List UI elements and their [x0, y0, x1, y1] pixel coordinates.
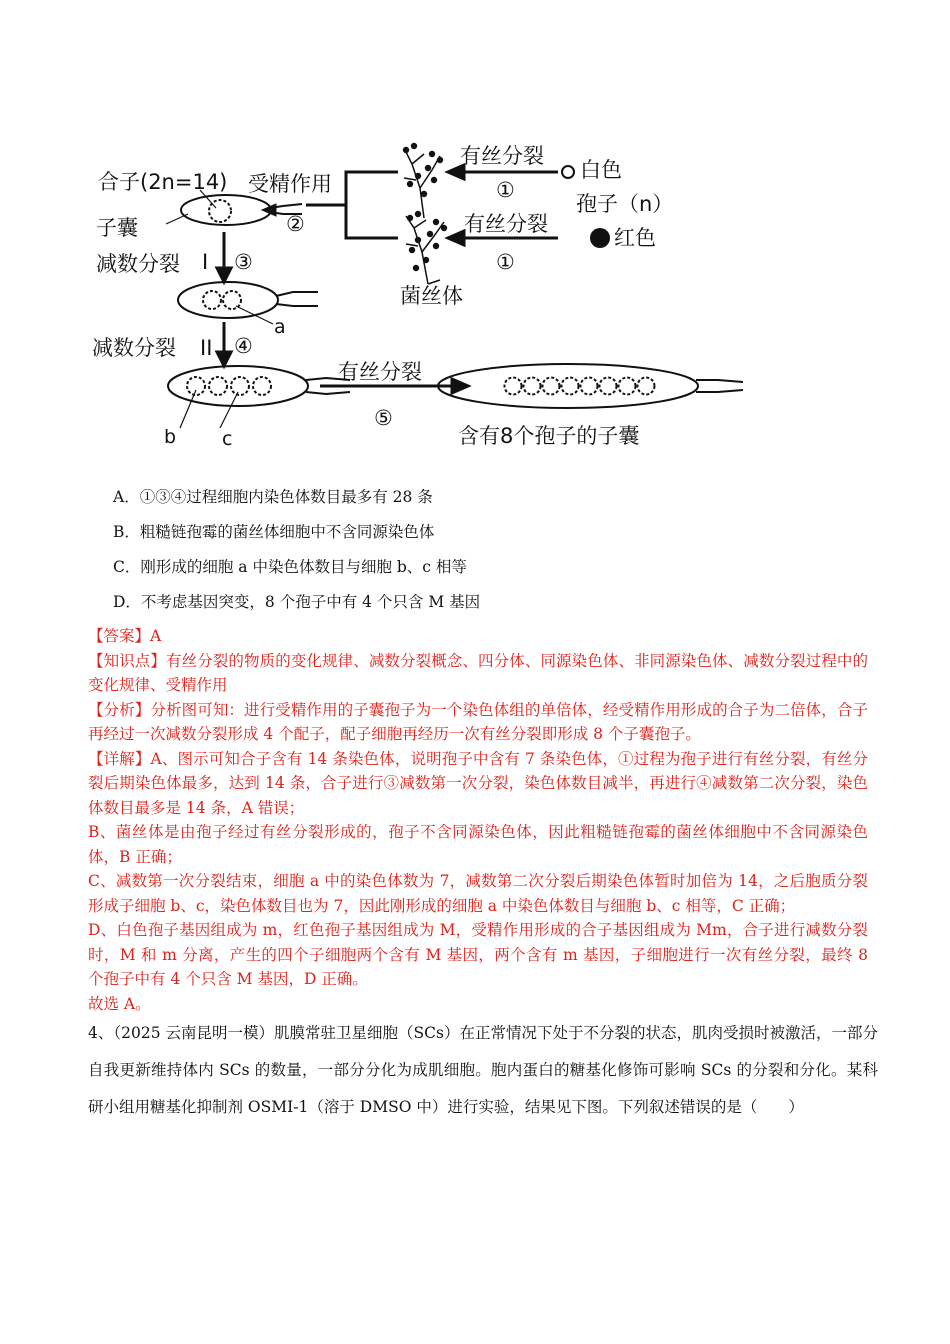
step-4-label: ④: [234, 334, 253, 358]
final-ascus-label: 含有8个孢子的子囊: [458, 424, 640, 448]
conclusion: 故选 A。: [88, 994, 151, 1013]
answer-line: 【答案】A: [88, 627, 162, 645]
red-spore: [590, 228, 610, 248]
ascus-label: 子囊: [96, 216, 138, 240]
knowledge-points: 【知识点】有丝分裂的物质的变化规律、减数分裂概念、四分体、同源染色体、非同源染色体、减数分裂过程中的变化规律、受精作用: [88, 651, 868, 694]
mitosis-bottom-label: 有丝分裂: [464, 212, 548, 236]
meiosis1-label: 减数分裂: [96, 252, 180, 276]
detail-a: 【详解】A、图示可知合子含有 14 条染色体，说明孢子中含有 7 条染色体，①过程为孢子进行有丝分裂，有丝分裂后期染色体最多，达到 14 条，合子进行③减数第一次分裂，染色体数目减半，再进行④减数第二次分裂，染色体数目最多是 14 条，A 错误；: [88, 749, 868, 817]
analysis: 【分析】分析图可知：进行受精作用的子囊孢子为一个染色体组的单倍体，经受精作用形成的合子为二倍体，合子再经过一次减数分裂形成 4 个配子，配子细胞再经历一次有丝分裂即形成 8 个子囊孢子。: [88, 700, 868, 743]
option-d: D．不考虑基因突变，8 个孢子中有 4 个只含 M 基因: [113, 593, 481, 611]
nucleus-b2: [209, 377, 227, 395]
spore-n-label: 孢子（n）: [576, 192, 674, 216]
step-1-bottom-label: ①: [496, 250, 515, 274]
detail-b: B、菌丝体是由孢子经过有丝分裂形成的，孢子不含同源染色体，因此粗糙链孢霉的菌丝体细胞中不含同源染色体，B 正确；: [88, 823, 868, 866]
answer-explanation: [88, 624, 868, 1016]
meiosis1-ascus-tail: [276, 292, 318, 306]
final-ascus-shape: [438, 364, 698, 408]
mycelium-label: 菌丝体: [400, 284, 463, 308]
zygote-label: 合子(2n=14): [98, 170, 228, 194]
spore-6: [600, 378, 617, 395]
cell-c-label: c: [222, 428, 233, 450]
spore-7: [619, 378, 636, 395]
nucleus-a2: [223, 291, 241, 309]
red-spore-label: 红色: [614, 226, 656, 250]
white-spore: [562, 166, 574, 178]
white-spore-label: 白色: [580, 158, 622, 182]
question-4: [88, 1015, 878, 1126]
meiosis2-label: 减数分裂: [92, 336, 176, 360]
mitosis-top-label: 有丝分裂: [460, 144, 544, 168]
option-b: B．粗糙链孢霉的菌丝体细胞中不含同源染色体: [113, 523, 435, 541]
nucleus-a1: [203, 291, 221, 309]
pointer-ascus: [166, 214, 188, 224]
meiosis2-ascus-shape: [168, 366, 308, 406]
pointer-a: [236, 306, 273, 324]
meiosis2-roman: II: [200, 336, 213, 360]
nucleus-b4: [253, 377, 271, 395]
pointer-c: [220, 392, 238, 428]
detail-d: D、白色孢子基因组成为 m，红色孢子基因组成为 M，受精作用形成的合子基因组成为 Mm，合子进行减数分裂时，M 和 m 分离，产生的四个子细胞两个含有 M 基因，两个含有 m 基因，子细胞进行一次有丝分裂，最终 8 个孢子中有 4 个只含 M 基因，D 正确。: [88, 921, 868, 988]
meiosis1-roman: I: [202, 250, 209, 274]
life-cycle-diagram: [88, 128, 688, 458]
pointer-b: [180, 390, 196, 428]
nucleus-b1: [187, 377, 205, 395]
meiosis1-ascus-shape: [178, 282, 278, 318]
spore-4: [562, 378, 579, 395]
mitosis-5-label: 有丝分裂: [338, 360, 422, 384]
nucleus-b3: [231, 377, 249, 395]
option-c: C．刚形成的细胞 a 中染色体数目与细胞 b、c 相等: [113, 558, 467, 576]
spore-1: [505, 378, 522, 395]
detail-c: C、减数第一次分裂结束，细胞 a 中的染色体数为 7，减数第二次分裂后期染色体暂时加倍为 14，之后胞质分裂形成子细胞 b、c，染色体数目也为 7，因此刚形成的细胞 a 中染色体数目与细胞 b、c 相等，C 正确；: [88, 872, 868, 915]
spore-2: [524, 378, 541, 395]
step-5-label: ⑤: [374, 406, 393, 430]
option-a: A．①③④过程细胞内染色体数目最多有 28 条: [113, 488, 433, 506]
spore-5: [581, 378, 598, 395]
fertilization-label: 受精作用: [248, 172, 332, 196]
cell-a-label: a: [274, 316, 286, 338]
step-2-label: ②: [286, 212, 305, 236]
step-3-label: ③: [234, 250, 253, 274]
cell-b-label: b: [164, 426, 177, 448]
final-ascus-tail: [696, 380, 743, 392]
spore-3: [543, 378, 560, 395]
question-4-text: 4、（2025 云南昆明一模）肌膜常驻卫星细胞（SCs）在正常情况下处于不分裂的状态，肌肉受损时被激活，一部分自我更新维持体内 SCs 的数量，一部分分化为成肌细胞。胞内蛋白的糖基化修饰可影响 SCs 的分裂和分化。某科研小组用糖基化抑制剂 OSMI-1（溶于 DMSO 中）进行实验，结果见下图。下列叙述错误的是（ ）: [88, 1024, 878, 1116]
step-1-top-label: ①: [496, 178, 515, 202]
spore-8: [638, 378, 655, 395]
